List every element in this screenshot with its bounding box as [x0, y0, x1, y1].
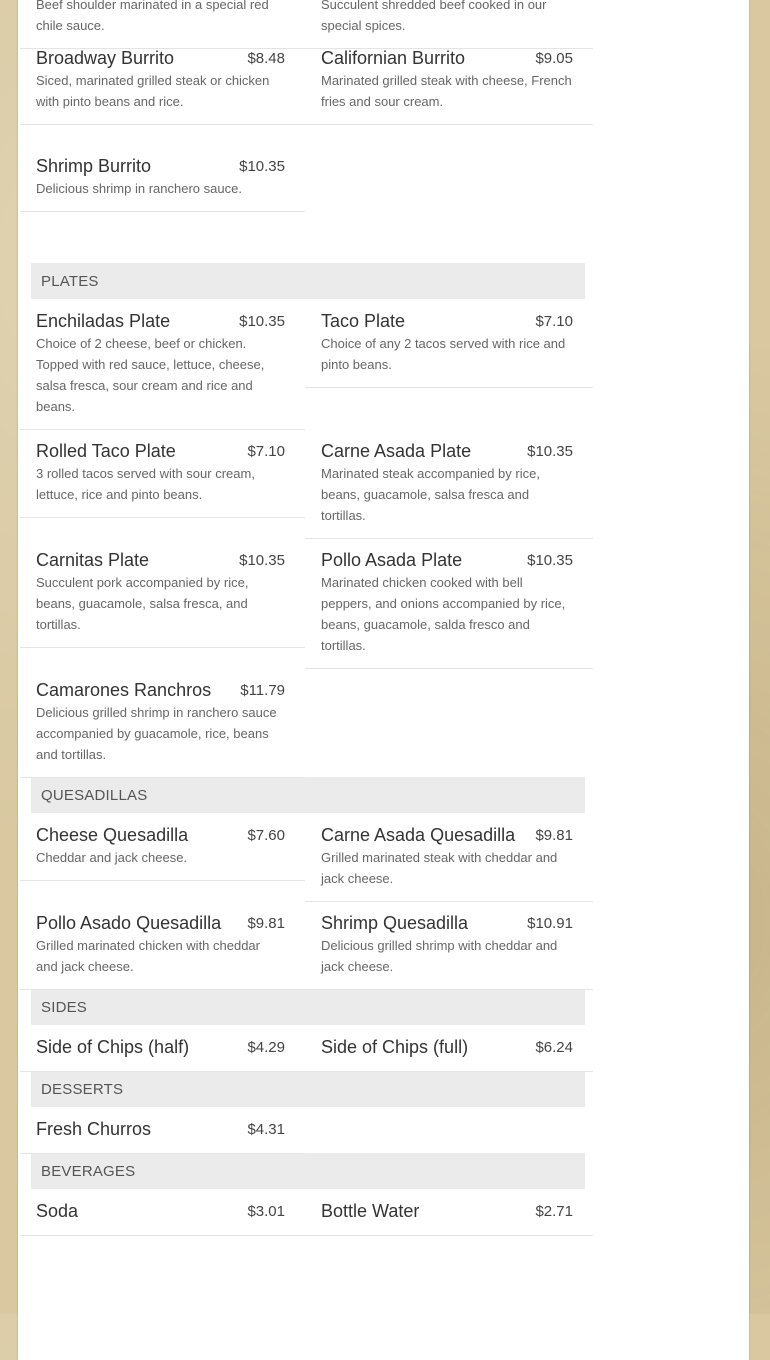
menu-item[interactable] — [20, 36, 305, 125]
item-name: Carne Asada Plate — [321, 441, 472, 461]
item-name: Shrimp Quesadilla — [321, 913, 469, 933]
item-price: $10.35 — [527, 552, 573, 569]
menu-item[interactable] — [20, 299, 305, 430]
item-name: Shrimp Burrito — [36, 156, 152, 176]
item-description: Beef shoulder marinated in a special red chile sauce. — [36, 0, 269, 33]
item-price: $8.48 — [247, 50, 285, 67]
menu-list — [20, 0, 600, 1235]
item-description: Delicious grilled shrimp with cheddar and jack cheese. — [321, 938, 558, 974]
item-description: Delicious grilled shrimp in ranchero sauce accompanied by guacamole, rice, beans and tortillas. — [36, 705, 277, 762]
item-price: $7.10 — [247, 443, 285, 460]
item-name: Broadway Burrito — [36, 48, 175, 68]
item-description: Cheddar and jack cheese. — [36, 850, 188, 865]
item-name: Soda — [36, 1201, 79, 1221]
section-items — [20, 1107, 600, 1153]
item-name: Cheese Quesadilla — [36, 825, 189, 845]
menu-item[interactable] — [305, 1025, 593, 1072]
item-price: $10.35 — [239, 313, 285, 330]
item-price: $9.81 — [247, 915, 285, 932]
item-name: Bottle Water — [321, 1201, 420, 1221]
item-price: $11.79 — [240, 682, 285, 699]
menu-item[interactable] — [305, 36, 593, 125]
item-name: Californian Burrito — [321, 48, 466, 68]
section-header: PLATES — [31, 263, 585, 299]
item-description: Marinated grilled steak with cheese, French fries and sour cream. — [321, 73, 572, 109]
menu-item[interactable] — [20, 1107, 305, 1154]
item-description: Succulent pork accompanied by rice, beans, guacamole, salsa fresca, and tortillas. — [36, 575, 249, 632]
item-name: Side of Chips (half) — [36, 1037, 190, 1057]
item-price: $10.35 — [239, 158, 285, 175]
menu-item[interactable] — [305, 1189, 593, 1236]
item-price: $9.05 — [535, 50, 573, 67]
item-price: $7.10 — [535, 313, 573, 330]
item-description: Siced, marinated grilled steak or chicken with pinto beans and rice. — [36, 73, 270, 109]
item-description: Delicious shrimp in ranchero sauce. — [36, 181, 242, 196]
item-price: $2.71 — [535, 1203, 573, 1220]
section-header: BEVERAGES — [31, 1153, 585, 1189]
item-name: Taco Plate — [321, 311, 406, 331]
item-price: $3.01 — [247, 1203, 285, 1220]
item-price: $10.35 — [527, 443, 573, 460]
item-name: Pollo Asada Plate — [321, 550, 463, 570]
item-price: $4.31 — [247, 1121, 285, 1138]
menu-item[interactable] — [20, 813, 305, 881]
menu-item[interactable] — [305, 813, 593, 902]
item-price: $10.91 — [527, 915, 573, 932]
item-name: Enchiladas Plate — [36, 311, 171, 331]
section-items — [20, 813, 600, 989]
item-name: Rolled Taco Plate — [36, 441, 176, 461]
menu-item[interactable] — [305, 901, 593, 990]
item-name: Fresh Churros — [36, 1119, 152, 1139]
menu-item[interactable] — [20, 1025, 305, 1072]
item-price: $9.81 — [535, 827, 573, 844]
item-name: Camarones Ranchros — [36, 680, 212, 700]
menu-item[interactable] — [20, 1189, 305, 1236]
item-price: $6.24 — [535, 1039, 573, 1056]
burrito-rows — [20, 0, 600, 263]
item-description: Grilled marinated chicken with cheddar and jack cheese. — [36, 938, 260, 974]
item-description: Succulent shredded beef cooked in our special spices. — [321, 0, 547, 33]
item-name: Side of Chips (full) — [321, 1037, 469, 1057]
item-description: Marinated chicken cooked with bell peppers, and onions accompanied by rice, beans, guacamole, salda fresco and tortillas. — [321, 575, 566, 653]
section-header: QUESADILLAS — [31, 777, 585, 813]
item-description: 3 rolled tacos served with sour cream, lettuce, rice and pinto beans. — [36, 466, 255, 502]
menu-item[interactable] — [20, 668, 305, 778]
menu-item[interactable] — [20, 429, 305, 518]
item-description: Grilled marinated steak with cheddar and jack cheese. — [321, 850, 558, 886]
section-items — [20, 299, 600, 777]
section-header: DESSERTS — [31, 1071, 585, 1107]
item-description: Choice of 2 cheese, beef or chicken. Topped with red sauce, lettuce, cheese, salsa fresca, sour cream and rice and beans. — [36, 336, 265, 414]
item-description: Choice of any 2 tacos served with rice and pinto beans. — [321, 336, 566, 372]
item-description: Marinated steak accompanied by rice, beans, guacamole, salsa fresca and tortillas. — [321, 466, 540, 523]
item-name: Pollo Asado Quesadilla — [36, 913, 222, 933]
menu-item[interactable] — [20, 144, 305, 212]
menu-item[interactable] — [305, 299, 593, 388]
menu-item[interactable] — [20, 901, 305, 990]
section-items — [20, 1025, 600, 1071]
item-name: Carnitas Plate — [36, 550, 150, 570]
menu-item[interactable] — [20, 538, 305, 648]
section-items — [20, 1189, 600, 1235]
menu-item[interactable] — [305, 538, 593, 669]
menu-item[interactable] — [305, 429, 593, 539]
item-price: $4.29 — [247, 1039, 285, 1056]
item-price: $7.60 — [247, 827, 285, 844]
item-name: Carne Asada Quesadilla — [321, 825, 516, 845]
item-price: $10.35 — [239, 552, 285, 569]
section-header: SIDES — [31, 989, 585, 1025]
